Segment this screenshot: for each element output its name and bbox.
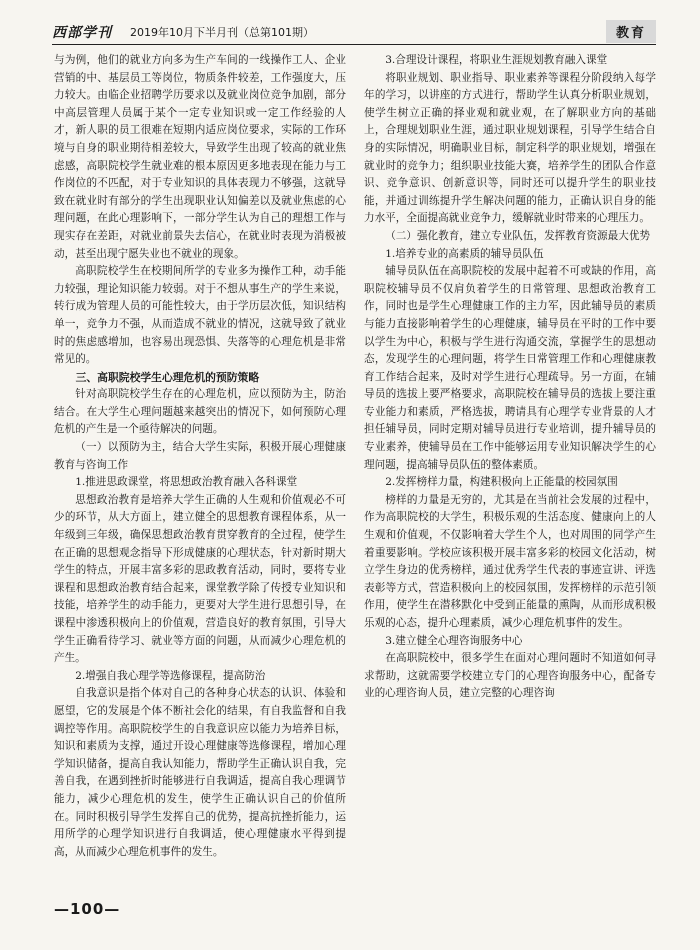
paragraph: 针对高职院校学生存在的心理危机，应以预防为主，防治结合。在大学生心理问题越来越突出的情况下，如何预防心理危机的产生是一个亟待解决的问题。	[54, 388, 346, 436]
subsection-heading: （二）强化教育，建立专业队伍，发挥教育资源最大优势	[385, 229, 651, 242]
paragraph: 与为例，他们的就业方向多为生产车间的一线操作工人、企业营销的中、基层员工等岗位，物质条件较差，工作强度大，压力较大。由临企业招聘学历要求以及就业岗位竞争加剧，部分中高层管理人员属于某个一定专业知识或一定工作经验的人才，新人职的员工很难在短期内适应岗位要求，实际的工作环境与自身的职业期待相差较大，导致学生出现了较高的就业焦虑感，高职院校学生就业难的根本原因更多地表现在能力与工作岗位的不匹配，对于专业知识的具体表现力不够强，这就导致在就业时有部分的学生出现职业认知偏差以及就业焦虑的心理问题，在此心理影响下，一部分学生认为自己的理想工作与现实存在差距，对就业前景失去信心，在就业时表现为消极被动，甚至出现宁愿失业也不就业的现象。	[54, 54, 346, 260]
journal-title: 西部学刊	[52, 25, 112, 41]
paragraph: 榜样的力量是无穷的，尤其是在当前社会发展的过程中，作为高职院校的大学生，积极乐观的生活态度、健康向上的人生观和价值观，不仅影响着大学生个人，也对周围的同学产生着重要影响。学校应该积极开展丰富多彩的校园文化活动，树立学生身边的优秀榜样，通过优秀学生代表的事迹宣讲、评选表彰等方式，营造积极向上的校园氛围，发挥榜样的示范引领作用，使学生在潜移默化中受到正能量的熏陶，从而形成积极乐观的心态，提升心理素质，减少心理危机事件的发生。	[364, 493, 656, 629]
item-heading: 2.发挥榜样力量，构建积极向上正能量的校园氛围	[385, 476, 618, 489]
issue-info: 2019年10月下半月刊（总第101期）	[130, 26, 314, 39]
left-column	[54, 52, 346, 872]
paragraph: 自我意识是指个体对自己的各种身心状态的认识、体验和愿望，它的发展是个体不断社会化的结果，有自我监督和自我调控等作用。高职院校学生的自我意识应以能力为培养目标，知识和素质为支撑，通过开设心理健康等选修课程，增加心理学知识储备，提高自我认知能力，帮助学生正确认识自我，完善自我，在遇到挫折时能够进行自我调适，提高自我心理调节能力，减少心理危机的发生，使学生正确认识自己的价值所在。同时积极引导学生发挥自己的优势，提高抗挫折能力，运用所学的心理学知识进行自我调适，使心理健康水平得到提高，从而减少心理危机事件的发生。	[54, 687, 346, 858]
item-heading: 3.合理设计课程，将职业生涯规划教育融入课堂	[385, 54, 608, 66]
paragraph: 辅导员队伍在高职院校的发展中起着不可或缺的作用，高职院校辅导员不仅肩负着学生的日常管理、思想政治教育工作，同时也是学生心理健康工作的主力军，因此辅导员的素质与能力直接影响着学生的心理健康，辅导员在平时的工作中要以学生为中心，积极与学生进行沟通交流，掌握学生的思想动态，发现学生的心理问题，将学生日常管理工作和心理健康教育工作结合起来，及时对学生进行心理疏导。另一方面，在辅导员的选拔上要严格要求，高职院校在辅导员的选拔上要注重专业能力和素质，严格选拔，聘请具有心理学专业背景的人才担任辅导员，同时定期对辅导员进行专业培训，提升辅导员的专业素养，使辅导员在工作中能够运用专业知识解决学生的心理问题，提高辅导员队伍的整体素质。	[364, 265, 656, 471]
item-heading: 1.培养专业的高素质的辅导员队伍	[385, 247, 544, 260]
item-heading: 1.推进思政课堂，将思想政治教育融入各科课堂	[75, 476, 298, 489]
page-number: —100—	[54, 900, 121, 918]
paragraph: 高职院校学生在校期间所学的专业多为操作工种，动手能力较强，理论知识能力较弱。对于不想从事生产的学生来说，转行成为管理人员的可能性较大，由于学历层次低，知识结构单一，竞争力不强，从而造成不就业的情况，这就导致了就业时的焦虑感增加，也容易出现恐惧、失落等的心理危机是非常常见的。	[54, 265, 346, 366]
section-heading: 三、高职院校学生心理危机的预防策略	[75, 370, 260, 384]
subsection-heading: （一）以预防为主，结合大学生实际，积极开展心理健康教育与咨询工作	[54, 441, 346, 471]
paragraph: 将职业规划、职业指导、职业素养等课程分阶段纳入每学年的学习，以讲座的方式进行，帮助学生认真分析职业规划，使学生树立正确的择业观和就业观，在了解职业方向的基础上，合理规划职业生涯，通过职业规划课程，引导学生结合自身的实际情况，明确职业目标，制定科学的职业规划，增强在就业时的竞争力；组织职业技能大赛，培养学生的团队合作意识、竞争意识、创新意识等，同时还可以提升学生的职业技能，并通过训练提升学生解决问题的能力，正确认识自身的能力水平，全面提高就业竞争力，缓解就业时带来的心理压力。	[364, 71, 656, 225]
item-heading: 2.增强自我心理学等选修课程，提高防治	[75, 669, 266, 682]
item-heading: 3.建立健全心理咨询服务中心	[385, 634, 523, 647]
right-column	[364, 52, 656, 872]
paragraph: 思想政治教育是培养大学生正确的人生观和价值观必不可少的环节，从大方面上，建立健全的思想教育课程体系，从一年级到三年级，确保思想政治教育贯穿教育的全过程，使学生在正确的思想观念指导下形成健康的心理状态，针对新时期大学生的特点，开展丰富多彩的思政教育活动，同时，要将专业课程和思想政治教育结合起来，课堂教学除了传授专业知识和技能，培养学生的动手能力，更要对大学生进行思想引导，在课程中渗透积极向上的价值观，营造良好的教育氛围，引导大学生正确看待学习、就业等方面的问题，从而减少心理危机的产生。	[54, 493, 346, 665]
paragraph: 在高职院校中，很多学生在面对心理问题时不知道如何寻求帮助，这就需要学校建立专门的心理咨询服务中心，配备专业的心理咨询人员，建立完整的心理咨询	[364, 652, 656, 700]
running-header	[52, 18, 656, 45]
section-label: 教育	[606, 20, 656, 43]
